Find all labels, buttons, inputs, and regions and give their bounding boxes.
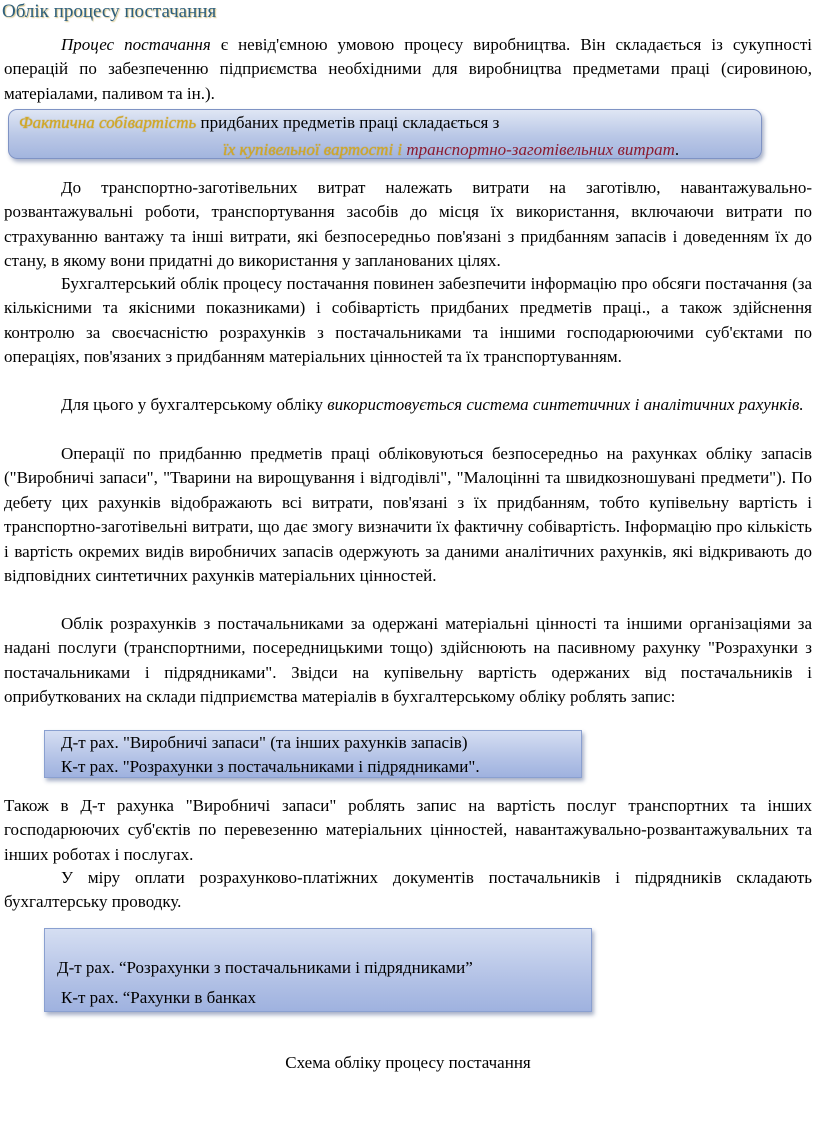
paragraph-text: Облік розрахунків з постачальниками за одержані матеріальні цінності та іншими організаціями за надані послуги (транспортними, посередницькими тощо) здійснюють на пасивному рахунку "Розрахунки з постачальниками і підрядниками". Звідси на купівельну вартість одержаних від постачальників і оприбуткованих на склади підприємства матеріалів в бухгалтерському обліку роблять запис:: [4, 614, 812, 707]
entry-credit: К-т рах. “Рахунки в банках: [61, 988, 256, 1007]
callout-prefix: їх: [223, 140, 236, 159]
entry-box-payment: [44, 928, 592, 1012]
diagram-caption: Схема обліку процесу постачання: [285, 1053, 531, 1072]
paragraph-transport-costs: [4, 176, 812, 274]
paragraph-operations: [4, 442, 812, 588]
paragraph-text: Також в Д-т рахунка "Виробничі запаси" роблять запис на вартість послуг транспортних та інших господарюючих суб'єктів по перевезенню матеріальних цінностей, навантажувально-розвантажувальних та інших роботах і послугах.: [4, 796, 812, 864]
callout-text: придбаних предметів праці складається з: [196, 113, 500, 132]
paragraph-settlements: [4, 612, 812, 710]
paragraph-text: Бухгалтерський облік процесу постачання повинен забезпечити інформацію про обсяги постачання (за кількісними та якісними показниками) і собівартість придбаних предметів праці., а також здійснення контролю за своєчасністю розрахунків з постачальниками та іншими господарюючими суб'єктами по операціях, пов'язаних з придбанням матеріальних цінностей та їх транспортуванням.: [4, 274, 812, 367]
paragraph-payment: [4, 866, 812, 915]
section-title: Облік процесу постачання: [2, 1, 217, 22]
paragraph-supply-process: [4, 33, 812, 106]
paragraph-accounting-goals: [4, 272, 812, 370]
paragraph-text: Для цього у бухгалтерському обліку: [61, 395, 328, 414]
actual-cost-callout: [8, 109, 762, 159]
paragraph-text: У міру оплати розрахунково-платіжних документів постачальників і підрядників складають бухгалтерську проводку.: [4, 868, 812, 912]
paragraph-transport-services: [4, 794, 812, 867]
term-purchase-cost: купівельної вартості і: [235, 140, 403, 159]
callout-line-1: [19, 112, 499, 134]
entry-box-purchase: [44, 730, 582, 778]
callout-line-2: [223, 139, 679, 161]
callout-end: .: [674, 140, 680, 159]
paragraph-text: є невід'ємною умовою процесу виробництва. Він складається із сукупності операцій по забезпеченню підприємства необхідними для виробництва предметами праці (сировиною, матеріалами, паливом та ін.).: [4, 35, 812, 103]
term-actual-cost: Фактична собівартість: [19, 113, 197, 132]
term-transport-costs: транспортно-заготівельних витрат: [402, 140, 675, 159]
entry-credit: К-т рах. "Розрахунки з постачальниками і підрядниками".: [61, 757, 480, 776]
entry-debit: Д-т рах. “Розрахунки з постачальниками і підрядниками”: [57, 958, 473, 977]
term-accounts-system: використовується система синтетичних і аналітичних рахунків.: [327, 395, 804, 414]
term-supply-process: Процес постачання: [61, 35, 211, 54]
paragraph-text: До транспортно-заготівельних витрат належать витрати на заготівлю, навантажувально-розвантажувальні роботи, транспортування засобів до місця їх використання, включаючи витрати по страхуванню вантажу та інші витрати, які безпосередньо пов'язані з придбанням запасів і доведенням їх до стану, в якому вони придатні до використання у запланованих цілях.: [4, 178, 812, 271]
paragraph-accounts-system: [4, 393, 812, 417]
paragraph-text: Операції по придбанню предметів праці обліковуються безпосередньо на рахунках обліку запасів ("Виробничі запаси", "Тварини на вирощування і відгодівлі", "Малоцінні та швидкозношувані предмети"). По дебету цих рахунків відображають всі витрати, пов'язані з їх придбанням, тобто купівельну вартість і транспортно-заготівельні витрати, що дає змогу визначити їх фактичну собівартість. Інформацію про кількість і вартість окремих видів виробничих запасів одержують за даними аналітичних рахунків, які відкривають до відповідних синтетичних рахунків матеріальних цінностей.: [4, 444, 812, 586]
entry-debit: Д-т рах. "Виробничі запаси" (та інших рахунків запасів): [61, 733, 468, 752]
